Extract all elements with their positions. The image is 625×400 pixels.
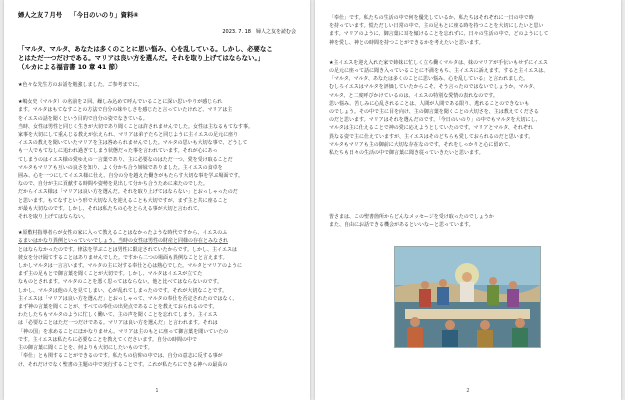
text-line: 彼女を分け隔てすることはありませんでした。ですから二つの場面も異例なことと言えます。 xyxy=(18,254,228,261)
text-line: 当時、女性は男性と同じく生きが大切であり聞くことは許されませんでした。女性は主なるもてなす事。 xyxy=(18,123,254,130)
text-line: ★嶋女史（マルタ）の名前を２回、繰しみ込めて呼んでいることに深い思いやりが感じられ xyxy=(18,99,223,106)
magazine-title: 婦人之友７月号 xyxy=(18,12,63,19)
text-line: を持っています。慌ただしい日常の中で、主の足もとに座る時を持つことを大切にしたいと思い xyxy=(329,23,544,30)
paragraph-4 xyxy=(329,59,607,157)
text-line: の足元に座って話に聞き入っていることに不満をもち、主イエスに訴えます。すると主イエスは、 xyxy=(329,68,549,75)
text-line: 私たちも日々の生活の中で御言葉に聞き従っていきたいと思います。 xyxy=(329,150,484,157)
text-line: なものとされます。マルタのことを悪く思ってはならない。他と比べてはならないのです。 xyxy=(18,279,223,286)
text-line: 主の御言葉に聞くことを、何よりも大切にしたいものです。 xyxy=(18,345,153,352)
paragraph-2 xyxy=(18,229,296,368)
closing-text xyxy=(329,213,607,229)
text-line: るまいはかなり異例といっていいでしょう。当時の女性は男性の財産と同様の存在とみなされ xyxy=(18,238,229,245)
painting-icon xyxy=(394,246,541,348)
text-line: しかしマルタは一言言います。マルタの主に対する奉仕と心は熱心でした。マルタとマリアのように xyxy=(18,263,243,270)
text-line: 主イエスは「マリアは良い方を選んだ」とおっしゃって、マルタの奉仕を否定されたのではなく、 xyxy=(18,295,238,302)
page-number: 2 xyxy=(466,388,470,394)
text-line: とはならなかったのです。律法を学ぶことは男性に限定されていたからです。しかし、主イエスは xyxy=(18,246,237,253)
text-line: のだと思います。マリアはそれを選んだのです。「今日のいのり」の中でもマルタを大切にし、 xyxy=(329,117,541,124)
text-line: 「神の国」を求めることにほかなりません。マリアは主のもとに座って御言葉を聞いていたの xyxy=(18,328,229,335)
text-line: 皆さまは、この聖書箇所からどんなメッセージを受け取ったのでしょうか xyxy=(329,214,494,221)
text-line: ★原敷村指導者らが女性の家に入って教えることはなかったような時代ですから、イエスのふ xyxy=(18,230,228,237)
quote-line: とはただ一つだけである。マリアは良い方を選んだ。それを取り上げてはならない。」 xyxy=(18,54,265,62)
text-line: マルタは主に仕えることで神の愛に応えようとしていたのです。マリアとマルタ、それぞれ xyxy=(329,125,533,132)
document-date: 2023. 7. 18 婦人之友を読む会 xyxy=(222,29,296,35)
text-line: マルタもマリアも主の御前に大切な存在なのです。それをしっかりと心に留めて、 xyxy=(329,141,514,148)
text-line: ます。マリアのように、御言葉に耳を傾けることを忘れずに、日々の生活の中で、どのようにして xyxy=(329,31,549,38)
text-line: ます。マルタはもてなすことの方法で自分の妹やしさを感じたと言っていたけれど、マリアは主 xyxy=(18,107,233,114)
text-line: です。主イエスは私たちに必要なことを教えてくださいます。自分の時間の中で xyxy=(18,336,198,343)
text-line: け、それだけでなく聖書の主題の中で実行することです。これが私たちにできる神への最高の xyxy=(18,361,228,368)
text-line: 「奉仕」とも関することができるのです。私たちの信仰の中では、自分の意志に反する事が xyxy=(18,353,223,360)
text-line: まず神の言葉を聞くことが、すべての奉仕の出発点であることを教えておられるのです。 xyxy=(18,304,218,311)
document-header xyxy=(18,10,296,19)
text-line: それを取り上げてはならない。 xyxy=(18,214,89,221)
intro-text xyxy=(18,81,296,89)
paragraph-1 xyxy=(18,98,296,221)
text-line: は「必要なことはただ一つだけである。マリアは良い方を選んだ」と言われます。それは xyxy=(18,320,218,327)
paragraph-3 xyxy=(329,14,607,47)
text-line: なので、自分が主に貢献する時間や姿勢を見出して分かち合うために来たのでした。 xyxy=(18,181,208,188)
text-line: のでしょう。その中で主に目を向け、主の御言葉を聞くことの大切さを、主は教えてくださる xyxy=(329,109,539,116)
text-line: 囲み、心を一つにしてイエス様に仕え、自分の分を越えた働きがもたらす大切な事を学ぶ場面です。 xyxy=(18,173,244,180)
text-line: 異なる姿で主に仕えていますが、主イエスはそのどちらも愛しておられるのだと思います。 xyxy=(329,133,534,140)
intro-line: ★色々な先生方のお話を勉強しました。ご参考までに。 xyxy=(18,82,143,88)
text-line: と思います。もてなすという形で大切な人を迎えることも大切ですが、まず主と共に座ること xyxy=(18,197,228,204)
text-line: わたしたちもマルタのように忙しく働いて、主の声を聞くことを忘れてしまう。主イエス xyxy=(18,312,218,319)
document-page-1 xyxy=(4,0,310,400)
text-line: が最も大切なのです。しかし、それは私たちの心をとらえる事が大切と言われて、 xyxy=(18,205,203,212)
text-line: また、自由にお話できる機会があるといいなーと思っています。 xyxy=(329,222,474,229)
quote-reference: （ルカによる福音書 10 章 41 節） xyxy=(18,63,122,71)
text-line: ★主イエスを迎え入れた家で姉妹に忙しく立ち働くマルタは、妹のマリアが手伝いもせずにイエス xyxy=(329,59,548,66)
text-line: だからイエス様は「マリアは良い方を選んだ。それを取り上げてはならない」とおっしゃったのだ xyxy=(18,189,238,196)
text-line: むしろイエスはマルタを評価していたからこそ、そう言ったのではないでしょうか。マルタ、 xyxy=(329,84,539,91)
document-page-2 xyxy=(315,0,621,400)
text-line: をイエスの話を聞くという目的で自分の姿でなきている。 xyxy=(18,115,148,122)
scripture-quote xyxy=(18,45,296,72)
text-line: も一人でもてなしに追われ過ぎてしまう状態だった事を言われています。それが心にあっ xyxy=(18,148,218,155)
quote-line: 「マルタ、マルタ、あなたは多くのことに思い悩み、心を乱している。しかし、必要なこ xyxy=(18,45,273,53)
text-line: マルタもマリアも互いの良さを知り、よく分かち合う姉妹でありました。主イエスの食卓を xyxy=(18,164,223,171)
page-number: 1 xyxy=(155,388,159,394)
text-line: 神を愛し、神との時間を持つことができるかを考えたいと思います。 xyxy=(329,39,484,46)
text-line: 思い悩み、苦しみに心乱されることは、人間が人間である限り、逃れることのできないも xyxy=(329,100,530,107)
text-line: まず主の足もとで御言葉を聞くことが大切です。しかし、マルタはイエスが立てた xyxy=(18,271,203,278)
text-line: イエスの教えを聞いていたマリアを主は咎められませんでした。マルタの思いも大切な事で、どうして xyxy=(18,140,248,147)
text-line: 「奉仕」です。私たちの生活の中で何を優先しているか、私たちはそれぞれに一日の中で時 xyxy=(329,15,534,21)
text-line: 家事を大切にして重んじる教えが伝えられ、マリアは弟子たちと同じように主イエスの足元に座り xyxy=(18,132,239,139)
document-subtitle: 「今日のいのり」資料④ xyxy=(70,12,139,19)
text-line: 「マルタ、マルタ、あなたは多くのことに思い悩み、心を乱している」と言われました。 xyxy=(329,76,529,83)
text-line: マルタ、と二度呼びかけているのは、イエスの特別な愛情の表れなのです。 xyxy=(329,92,498,99)
text-line: しかし、マルタは他の人を見てしまい、心が乱れてしまったのです。それが大切なことです。 xyxy=(18,287,228,294)
text-line: てしまうのはイエス様の愛ゆえの一言葉であり、主に必要なのはただ一つ、愛を受け取ることだ xyxy=(18,156,233,163)
